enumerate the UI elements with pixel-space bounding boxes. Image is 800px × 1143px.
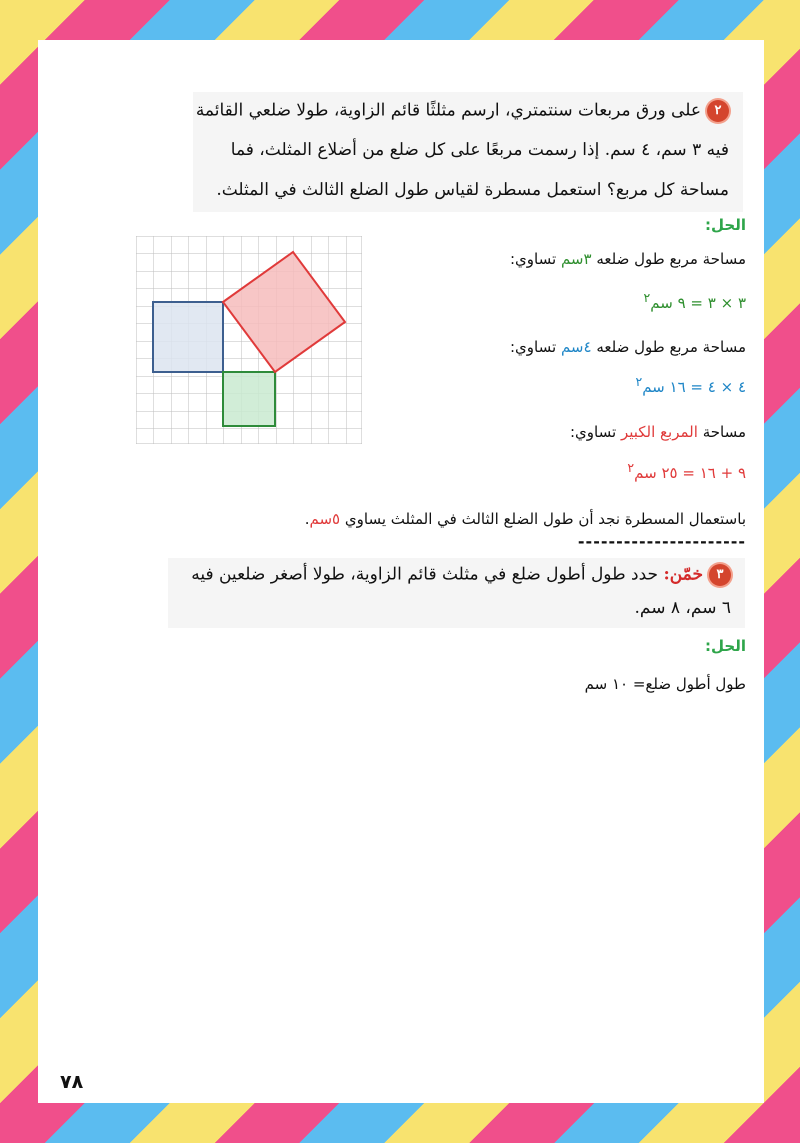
question-3-box [168,558,745,628]
grid-figure [136,236,362,448]
conclusion-line: باستعمال المسطرة نجد أن طول الضلع الثالث في المثلث يساوي ٥سم. [304,510,746,528]
question-2-line-2: فيه ٣ سم، ٤ سم. إذا رسمت مربعًا على كل ضلع من أضلاع المثلث، فما [230,140,729,160]
square-side-4 [223,372,275,426]
section-divider: ---------------------- [577,532,746,551]
solution-label-3: الحل: [705,637,746,655]
question-2-box [193,92,743,212]
solution-3-answer: طول أطول ضلع= ١٠ سم [584,675,746,693]
question-number-badge: ٢ [707,100,729,122]
equation-3: ٩ + ١٦ = ٢٥ سم$^٢$ [627,460,746,482]
square-side-3 [153,302,223,372]
question-3-line-1: ٣خمّن: حدد طول أطول ضلع في مثلث قائم الزاوية، طولا أصغر ضلعين فيه [191,564,731,586]
solution-label: الحل: [705,216,746,234]
equation-1: ٣ × ٣ = ٩ سم$^٢$ [643,290,746,312]
solution-line-3: مساحة المربع الكبير تساوي: [569,423,746,441]
page-number: ٧٨ [60,1071,84,1093]
question-2-line-3: مساحة كل مربع؟ استعمل مسطرة لقياس طول الضلع الثالث في المثلث. [216,180,729,200]
solution-line-2: مساحة مربع طول ضلعه ٤سم تساوي: [509,338,746,356]
question-3-line-2: ٦ سم، ٨ سم. [634,598,731,618]
question-2-line-1: ٢على ورق مربعات سنتمتري، ارسم مثلثًا قائم الزاوية، طولا ضلعي القائمة [196,100,729,122]
question-number-badge: ٣ [709,564,731,586]
page [38,40,764,1103]
equation-2: ٤ × ٤ = ١٦ سم$^٢$ [635,374,746,396]
squares-on-triangle-diagram [136,236,362,444]
solution-line-1: مساحة مربع طول ضلعه ٣سم تساوي: [509,250,746,268]
